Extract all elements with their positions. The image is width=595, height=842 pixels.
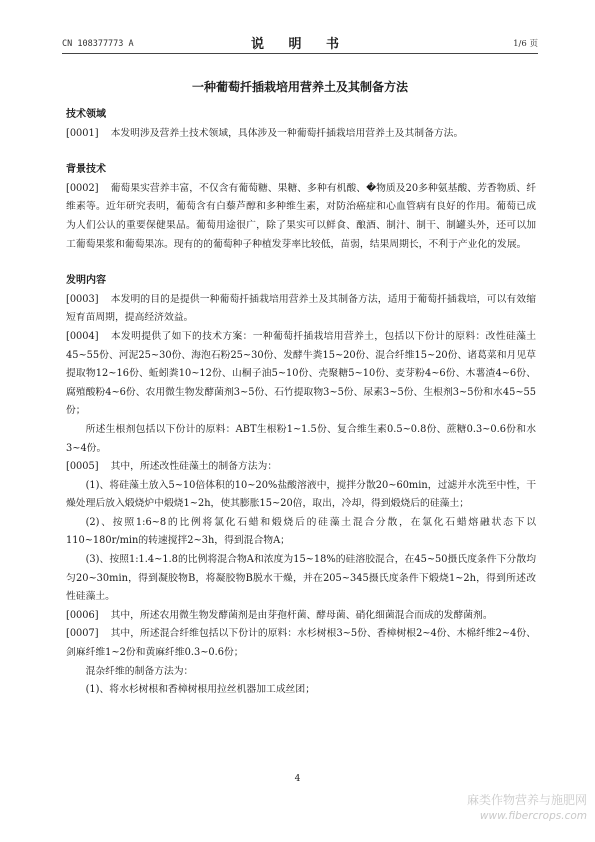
paragraph-number: [0003] xyxy=(66,293,99,305)
paragraph-text: 其中，所述混合纤维包括以下份计的原料：水杉树根3~5份、香樟树根2~4份、木棉纤维2~4份、剑麻纤维1~2份和黄麻纤维0.3~0.6份； xyxy=(66,628,536,659)
paragraph-0001 xyxy=(66,125,536,144)
paragraph-0006 xyxy=(66,607,536,626)
mixed-fiber-step-1: (1)、将水杉树根和香樟树根用拉丝机器加工成丝团； xyxy=(85,684,316,696)
section-heading-tech-field: 技术领域 xyxy=(66,109,106,120)
paragraph-number: [0001] xyxy=(66,127,99,139)
paragraph-number: [0005] xyxy=(66,461,99,473)
paragraph-text: 本发明提供了如下的技术方案：一种葡萄扦插栽培用营养土，包括以下份计的原料：改性硅藻土45~55份、河泥25~30份、海泡石粉25~30份、发酵牛粪15~20份、混合纤维15~20份、诸葛菜和月见草提取物12~16份、蚯蚓粪10~12份、山桐子油5~10份、壳聚糖5~10份、麦芽粉4~6份、木薯渣4~6份、腐殖酸粉4~6份、农用微生物发酵菌剂3~5份、石竹提取物3~5份、尿素3~5份、生根剂3~5份和水45~55份； xyxy=(66,330,536,417)
paragraph-text: 其中，所述农用微生物发酵菌剂是由芽孢杆菌、酵母菌、硝化细菌混合而成的发酵菌剂。 xyxy=(110,609,493,621)
paragraph-text: 其中，所述改性硅藻土的制备方法为： xyxy=(110,461,278,473)
paragraph-text: 葡萄果实营养丰富，不仅含有葡萄糖、果糖、多种有机酸、�物质及20多种氨基酸、芳香物质、纤维素等。近年研究表明，葡萄含有白藜芦醇和多种维生素，对防治癌症和心血管病有良好的作用。葡萄已成为人们公认的重要保健果品。葡萄用途很广，除了果实可以鲜食、酿酒、制汁、制干、制罐头外，还可以加工葡萄果浆和葡萄果冻。现有的的葡萄种子种植发芽率比较低，苗弱，结果周期长，不利于产业化的发展。 xyxy=(66,182,536,250)
section-heading-summary: 发明内容 xyxy=(66,275,106,287)
document-body xyxy=(66,106,536,700)
watermark-site-name: 麻类作物营养与施肥网 xyxy=(466,793,587,807)
publication-number: CN 108377773 A xyxy=(62,39,134,49)
page-header xyxy=(62,30,538,54)
paragraph-number: [0004] xyxy=(66,330,99,342)
document-type: 说 明 书 xyxy=(250,37,350,52)
paragraph-text: 本发明的目的是提供一种葡萄扦插栽培用营养土及其制备方法，适用于葡萄扦插栽培，可以有效缩短育苗周期，提高经济效益。 xyxy=(66,293,536,324)
watermark-url: www.fibercrops.com xyxy=(479,810,587,822)
page-number: 4 xyxy=(294,774,301,784)
paragraph-0004-continued: 所述生根剂包括以下份计的原料：ABT生根粉1~1.5份、复合维生素0.5~0.8份、蔗糖0.3~0.6份和水3~4份。 xyxy=(66,423,536,454)
paragraph-0002 xyxy=(66,180,536,254)
paragraph-number: [0006] xyxy=(66,609,99,621)
paragraph-0004 xyxy=(66,328,536,421)
paragraph-number: [0007] xyxy=(66,628,99,640)
method-step-1: (1)、将硅藻土放入5~10倍体积的10~20%盐酸溶液中，搅拌分散20~60min，过滤并水洗至中性，干燥处理后放入煅烧炉中煅烧1~2h，使其膨胀15~20倍，取出，冷却，得到煅烧后的硅藻土； xyxy=(66,479,536,510)
paragraph-0003 xyxy=(66,291,536,328)
paragraph-number: [0002] xyxy=(66,182,99,194)
header-rule xyxy=(62,53,538,54)
page-indicator: 1/6 页 xyxy=(513,39,538,49)
paragraph-0005 xyxy=(66,458,536,477)
watermark xyxy=(467,792,587,824)
section-heading-background: 背景技术 xyxy=(66,164,106,176)
document-title: 一种葡萄扦插栽培用营养土及其制备方法 xyxy=(191,80,408,94)
paragraph-0007 xyxy=(66,625,536,662)
mixed-fiber-method-heading: 混杂纤维的制备方法为： xyxy=(85,665,194,677)
method-step-2: (2)、按照1:6~8的比例将氯化石蜡和煅烧后的硅藻土混合分散，在氯化石蜡熔融状态下以110~180r/min的转速搅拌2~3h，得到混合物A； xyxy=(66,516,536,547)
paragraph-text: 本发明涉及营养土技术领域，具体涉及一种葡萄扦插栽培用营养土及其制备方法。 xyxy=(110,127,464,139)
method-step-3: (3)、按照1:1.4~1.8的比例将混合物A和浓度为15~18%的硅溶胶混合，在45~50摄氏度条件下分散均匀20~30min，得到凝胶物B，将凝胶物B脱水干燥，并在205~345摄氏度条件下煅烧1~2h，得到所述改性硅藻土。 xyxy=(66,554,536,603)
